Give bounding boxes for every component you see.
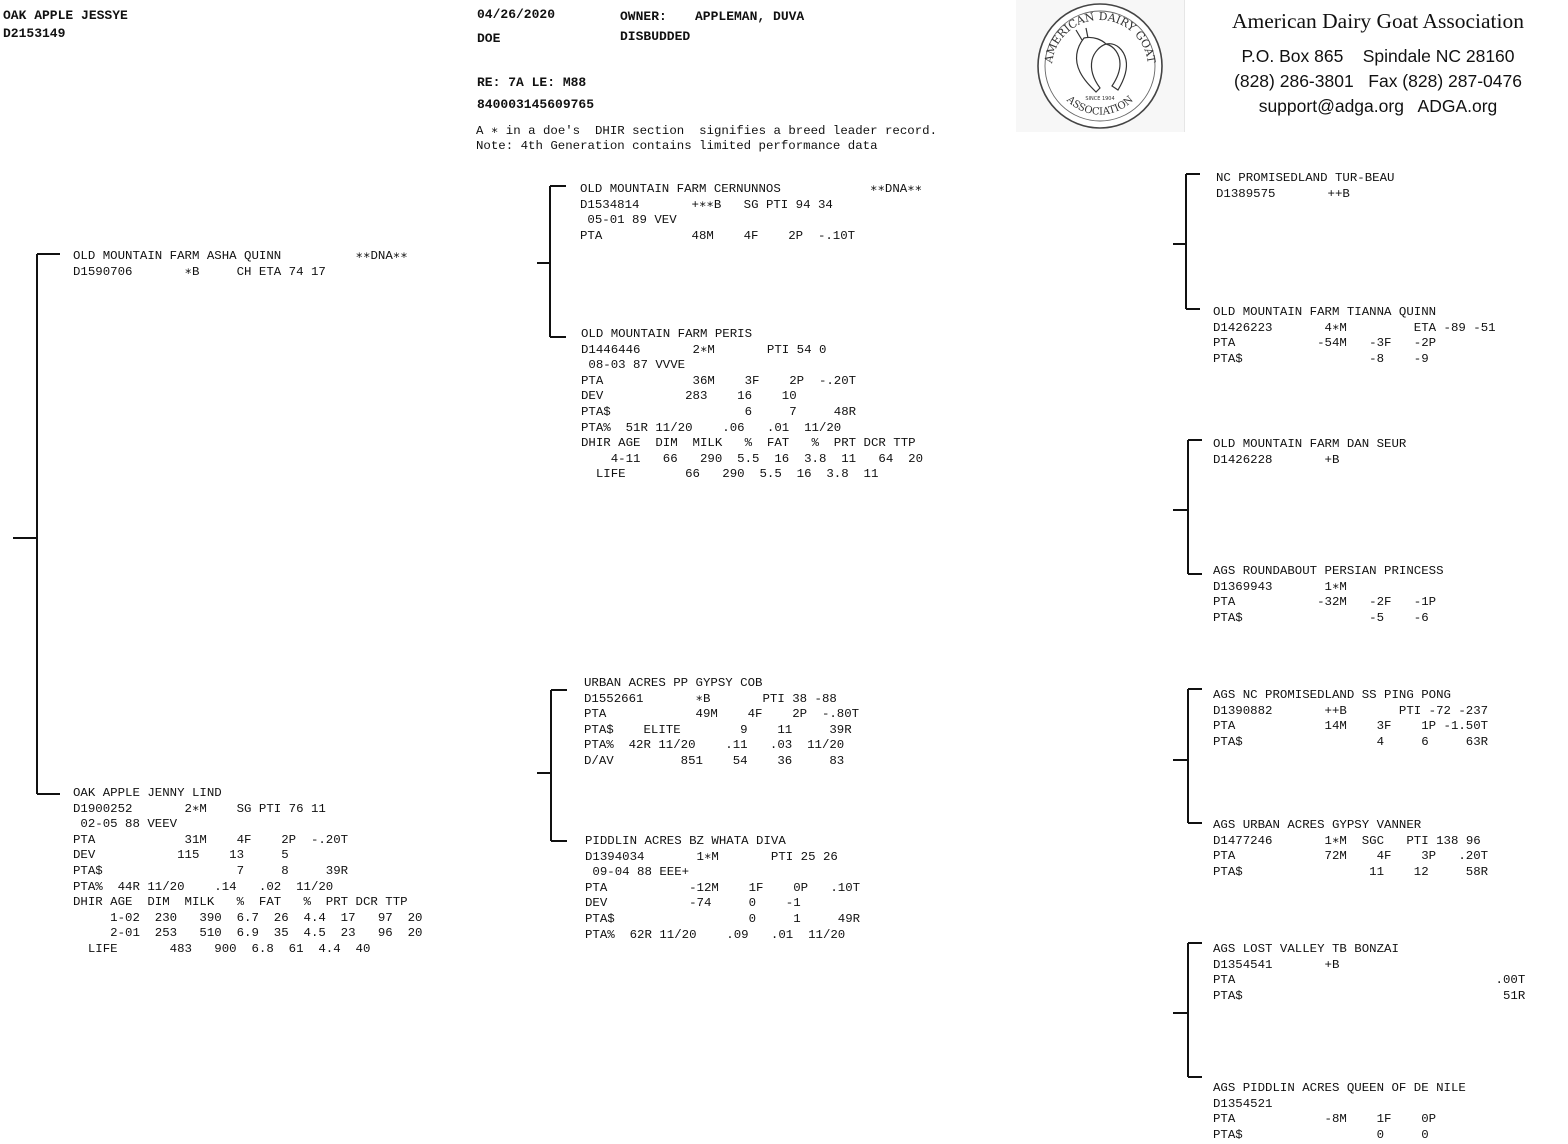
animal-detail-line: PTA% 42R 11/20 .11 .03 11/20 <box>584 738 845 753</box>
sire-sire-entry <box>580 182 922 244</box>
animal-registration: D1590706 ∗B CH ETA 74 17 <box>73 264 326 279</box>
animal-detail-line: 02-05 88 VEEV <box>73 817 178 832</box>
animal-detail-line: 4-11 66 290 5.5 16 3.8 11 64 20 <box>581 451 924 466</box>
animal-registration: D1477246 1∗M SGC PTI 138 96 <box>1213 833 1481 848</box>
animal-registration: D1354521 <box>1213 1096 1273 1111</box>
tattoo: RE: 7A LE: M88 <box>477 75 587 90</box>
animal-detail-line: PTA$ ELITE 9 11 39R <box>584 722 852 737</box>
owner-name: APPLEMAN, DUVA <box>695 9 805 24</box>
animal-detail-line: PTA .00T <box>1213 973 1526 988</box>
animal-detail-line: PTA 31M 4F 2P -.20T <box>73 832 349 847</box>
animal-name: URBAN ACRES PP GYPSY COB <box>584 676 763 690</box>
great-grandparent-6 <box>1213 818 1488 880</box>
great-grandparent-8 <box>1213 1081 1466 1143</box>
sex: DOE <box>477 31 501 46</box>
breed-leader-note: A ∗ in a doe's DHIR section signifies a breed leader record. <box>476 124 938 138</box>
animal-detail-line: PTA$ 51R <box>1213 988 1526 1003</box>
great-grandparent-2 <box>1213 305 1496 367</box>
animal-detail-line: PTA$ 7 8 39R <box>73 863 349 878</box>
animal-detail-line: PTA -8M 1F 0P <box>1213 1112 1437 1127</box>
animal-detail-line: PTA% 51R 11/20 .06 .01 11/20 <box>581 420 842 435</box>
animal-detail-line: PTA -32M -2F -1P <box>1213 595 1437 610</box>
animal-name: OLD MOUNTAIN FARM TIANNA QUINN <box>1213 305 1437 319</box>
animal-registration: D1900252 2∗M SG PTI 76 11 <box>73 801 326 816</box>
animal-detail-line: PTA% 44R 11/20 .14 .02 11/20 <box>73 879 334 894</box>
animal-detail-line: PTA$ 11 12 58R <box>1213 864 1489 879</box>
generation-note: Note: 4th Generation contains limited performance data <box>476 139 878 153</box>
animal-detail-line: PTA$ 6 7 48R <box>581 404 857 419</box>
great-grandparent-3 <box>1213 437 1406 468</box>
subject-name: OAK APPLE JESSYE <box>3 8 128 23</box>
animal-detail-line: PTA 36M 3F 2P -.20T <box>581 373 857 388</box>
animal-name: AGS URBAN ACRES GYPSY VANNER <box>1213 818 1422 832</box>
animal-registration: D1390882 ++B PTI -72 -237 <box>1213 703 1489 718</box>
animal-detail-line: PTA -12M 1F 0P .10T <box>585 880 861 895</box>
animal-name: NC PROMISEDLAND TUR-BEAU <box>1216 171 1395 185</box>
animal-registration: D1426228 +B <box>1213 452 1340 467</box>
association-phones: (828) 286-3801 Fax (828) 287-0476 <box>1234 71 1522 91</box>
animal-registration: D1369943 1∗M <box>1213 579 1347 594</box>
animal-registration: D1389575 ++B <box>1216 186 1350 201</box>
animal-name: AGS PIDDLIN ACRES QUEEN OF DE NILE <box>1213 1081 1466 1095</box>
animal-name: OAK APPLE JENNY LIND <box>73 786 222 800</box>
animal-detail-line: DEV 115 13 5 <box>73 848 289 863</box>
animal-registration: D1426223 4∗M ETA -89 -51 <box>1213 320 1496 335</box>
animal-name: OLD MOUNTAIN FARM PERIS <box>581 327 753 341</box>
animal-name: AGS LOST VALLEY TB BONZAI <box>1213 942 1399 956</box>
seal-since: SINCE 1904 <box>1085 96 1115 102</box>
association-name: American Dairy Goat Association <box>1232 9 1524 33</box>
animal-detail-line: PTA$ -5 -6 <box>1213 610 1429 625</box>
dam-entry <box>73 786 422 958</box>
animal-registration: D1446446 2∗M PTI 54 0 <box>581 342 827 357</box>
animal-name: AGS ROUNDABOUT PERSIAN PRINCESS <box>1213 564 1444 578</box>
dam-sire-entry <box>584 676 859 770</box>
animal-detail-line: PTA$ 0 1 49R <box>585 911 861 926</box>
animal-name: PIDDLIN ACRES BZ WHATA DIVA <box>585 834 786 848</box>
animal-detail-line: PTA 72M 4F 3P .20T <box>1213 849 1489 864</box>
animal-detail-line: LIFE 66 290 5.5 16 3.8 11 <box>581 467 879 482</box>
animal-detail-line: 05-01 89 VEV <box>580 213 677 228</box>
animal-detail-line: 1-02 230 390 6.7 26 4.4 17 97 20 <box>73 910 423 925</box>
status: DISBUDDED <box>620 29 691 44</box>
animal-detail-line: PTA 48M 4F 2P -.10T <box>580 228 856 243</box>
great-grandparent-1 <box>1216 171 1394 202</box>
animal-detail-line: PTA% 62R 11/20 .09 .01 11/20 <box>585 927 846 942</box>
animal-registration: D1394034 1∗M PTI 25 26 <box>585 849 838 864</box>
animal-detail-line: PTA$ -8 -9 <box>1213 351 1429 366</box>
animal-detail-line: PTA 14M 3F 1P -1.50T <box>1213 719 1489 734</box>
animal-detail-line: PTA -54M -3F -2P <box>1213 336 1437 351</box>
dam-dam-entry <box>585 834 860 943</box>
animal-registration: D1354541 +B <box>1213 957 1340 972</box>
owner-label: OWNER: <box>620 9 667 24</box>
animal-detail-line: PTA$ 4 6 63R <box>1213 734 1489 749</box>
animal-detail-line: 08-03 87 VVVE <box>581 358 686 373</box>
seal-bottom-text: ASSOCIATION <box>1064 94 1136 118</box>
seal-top-text: AMERICAN DAIRY GOAT <box>1042 9 1158 65</box>
animal-detail-line: 09-04 88 EEE+ <box>585 865 690 880</box>
animal-detail-line: DEV 283 16 10 <box>581 389 797 404</box>
animal-detail-line: LIFE 483 900 6.8 61 4.4 40 <box>73 941 371 956</box>
animal-registration: D1552661 ∗B PTI 38 -88 <box>584 691 837 706</box>
great-grandparent-4 <box>1213 564 1444 626</box>
birth-date: 04/26/2020 <box>477 7 556 22</box>
animal-detail-line: D/AV 851 54 36 83 <box>584 753 845 768</box>
animal-detail-line: PTA$ 0 0 <box>1213 1127 1429 1142</box>
sire-dam-entry <box>581 327 923 483</box>
great-grandparent-5 <box>1213 688 1488 750</box>
animal-name: OLD MOUNTAIN FARM ASHA QUINN ∗∗DNA∗∗ <box>73 249 408 263</box>
animal-detail-line: DHIR AGE DIM MILK % FAT % PRT DCR TTP <box>581 436 916 451</box>
animal-registration: D1534814 +∗∗B SG PTI 94 34 <box>580 197 833 212</box>
animal-name: AGS NC PROMISEDLAND SS PING PONG <box>1213 688 1451 702</box>
animal-name: OLD MOUNTAIN FARM CERNUNNOS ∗∗DNA∗∗ <box>580 182 923 196</box>
animal-detail-line: PTA 49M 4F 2P -.80T <box>584 707 860 722</box>
animal-detail-line: DHIR AGE DIM MILK % FAT % PRT DCR TTP <box>73 895 408 910</box>
association-web: support@adga.org ADGA.org <box>1258 96 1498 116</box>
great-grandparent-7 <box>1213 942 1525 1004</box>
subject-registration: D2153149 <box>3 26 66 41</box>
tag-number: 840003145609765 <box>477 97 595 112</box>
animal-detail-line: 2-01 253 510 6.9 35 4.5 23 96 20 <box>73 926 423 941</box>
animal-detail-line: DEV -74 0 -1 <box>585 896 801 911</box>
animal-name: OLD MOUNTAIN FARM DAN SEUR <box>1213 437 1407 451</box>
association-address: P.O. Box 865 Spindale NC 28160 <box>1241 46 1515 66</box>
sire-entry <box>73 249 408 280</box>
